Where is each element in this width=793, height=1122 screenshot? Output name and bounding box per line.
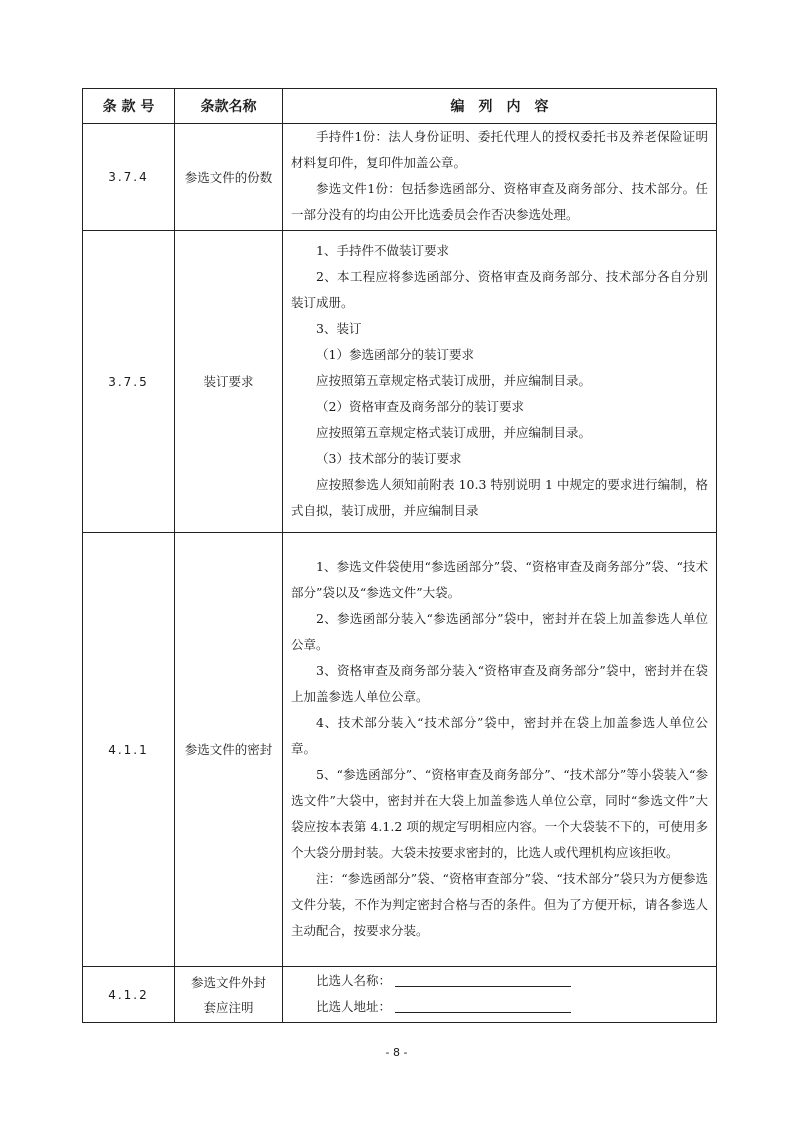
field-label: 比选人名称： — [316, 972, 392, 988]
clause-table — [82, 88, 717, 1023]
content-paragraph: 5、“参选函部分”、“资格审查及商务部分”、“技术部分”等小袋装入“参选文件”大袋中，密封并在大袋上加盖参选人单位公章，同时“参选文件”大袋应按本表第 4.1.2 项的规定写明相应内容。一个大袋装不下的，可使用多个大袋分册封装。大袋未按要求密封的，比选人或代理机构应该拒收。 — [291, 766, 708, 860]
envelope-field-row — [291, 968, 708, 994]
content-paragraph: 3、装订 — [316, 320, 362, 336]
clause-name: 参选文件的密封 — [175, 533, 283, 967]
clause-number: 3.7.5 — [83, 231, 175, 533]
header-clause-name: 条款名称 — [175, 89, 283, 124]
content-paragraph: 手持件1份：法人身份证明、委托代理人的授权委托书及养老保险证明材料复印件，复印件加盖公章。 — [291, 129, 708, 170]
content-paragraph: （1）参选函部分的装订要求 — [316, 346, 474, 362]
content-paragraph: 2、参选函部分装入“参选函部分”袋中，密封并在袋上加盖参选人单位公章。 — [291, 610, 708, 652]
fill-in-line[interactable] — [395, 985, 571, 987]
header-row — [83, 89, 717, 124]
clause-number: 4.1.1 — [83, 533, 175, 967]
fill-in-line[interactable] — [395, 1011, 571, 1013]
content-paragraph: 应按照第五章规定格式装订成册，并应编制目录。 — [316, 372, 592, 388]
clause-number: 3.7.4 — [83, 124, 175, 231]
table-row — [83, 533, 717, 967]
content-paragraph: 3、资格审查及商务部分装入“资格审查及商务部分”袋中，密封并在袋上加盖参选人单位公章。 — [291, 662, 708, 704]
field-label: 比选人地址： — [316, 998, 392, 1014]
content-paragraph: 1、参选文件袋使用“参选函部分”袋、“资格审查及商务部分”袋、“技术部分”袋以及“参选文件”大袋。 — [291, 558, 708, 600]
clause-content — [283, 124, 717, 231]
content-paragraph: 1、手持件不做装订要求 — [316, 242, 449, 258]
content-paragraph: （2）资格审查及商务部分的装订要求 — [316, 398, 524, 414]
envelope-field-row — [291, 994, 708, 1020]
content-paragraph: （3）技术部分的装订要求 — [316, 450, 462, 466]
clause-name-line: 参选文件外封 — [190, 974, 266, 990]
table-row — [83, 231, 717, 533]
content-paragraph: 应按照参选人须知前附表 10.3 特别说明 1 中规定的要求进行编制，格式自拟，装订成册，并应编制目录 — [291, 476, 708, 518]
clause-number: 4.1.2 — [83, 967, 175, 1023]
content-paragraph: 注：“参选函部分”袋、“资格审查部分”袋、“技术部分”袋只为方便参选文件分装，不作为判定密封合格与否的条件。但为了方便开标，请各参选人主动配合，按要求分装。 — [291, 870, 708, 938]
clause-table-wrapper — [82, 88, 716, 1023]
clause-name: 装订要求 — [175, 231, 283, 533]
clause-name-line: 套应注明 — [203, 999, 254, 1015]
clause-content — [283, 967, 717, 1023]
header-clause-number: 条 款 号 — [83, 89, 175, 124]
clause-name — [175, 967, 283, 1023]
header-content: 编 列 内 容 — [283, 89, 717, 124]
content-paragraph: 应按照第五章规定格式装订成册，并应编制目录。 — [316, 424, 592, 440]
content-paragraph: 参选文件1份：包括参选函部分、资格审查及商务部分、技术部分。任一部分没有的均由公开比选委员会作否决参选处理。 — [291, 181, 708, 222]
table-row — [83, 967, 717, 1023]
clause-name: 参选文件的份数 — [175, 124, 283, 231]
page-number: - 8 - — [385, 1046, 408, 1059]
clause-content — [283, 533, 717, 967]
table-row — [83, 124, 717, 231]
content-paragraph: 2、本工程应将参选函部分、资格审查及商务部分、技术部分各自分别装订成册。 — [291, 268, 708, 310]
clause-content — [283, 231, 717, 533]
content-paragraph: 4、技术部分装入“技术部分”袋中，密封并在袋上加盖参选人单位公章。 — [291, 714, 708, 756]
